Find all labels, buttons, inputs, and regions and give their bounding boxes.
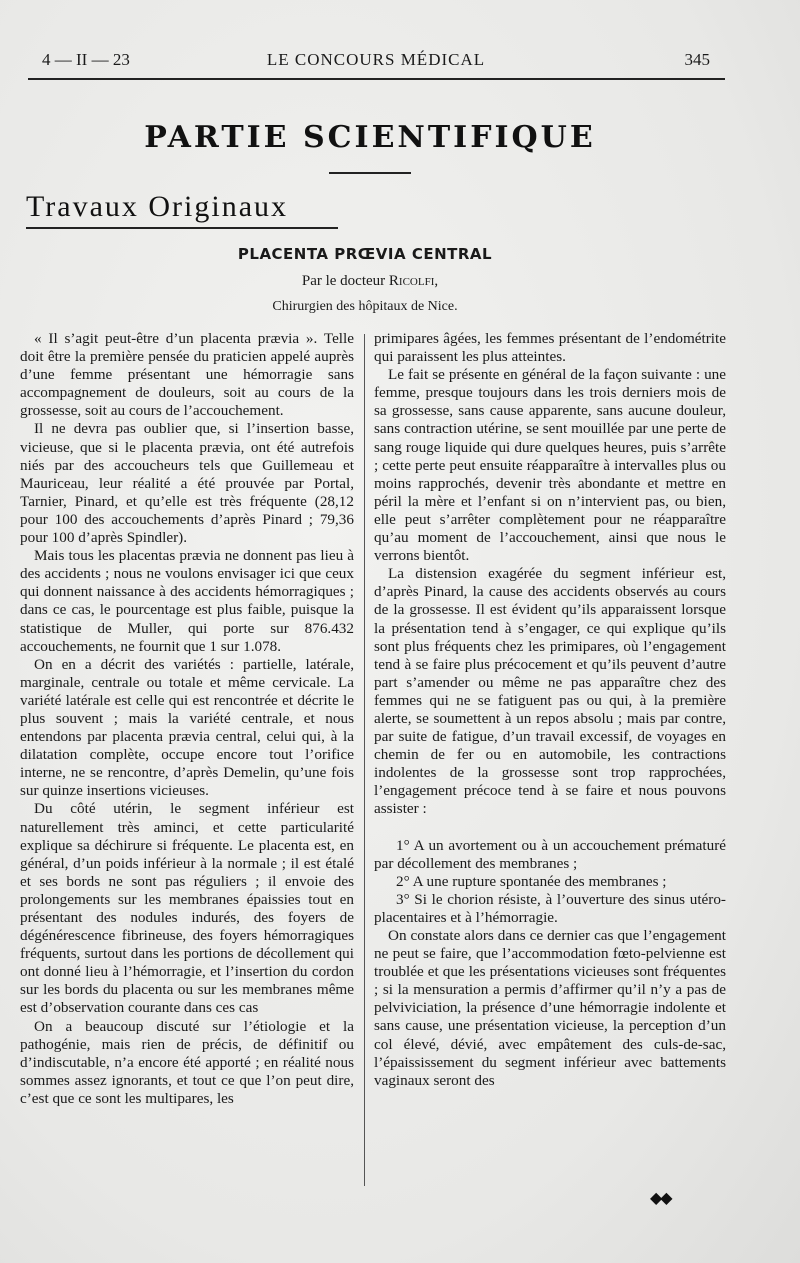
article-title: PLACENTA PRŒVIA CENTRAL (237, 245, 493, 263)
section-title-rule (329, 172, 411, 174)
list-item: 3° Si le chorion résiste, à l’ouverture des sinus utéro-placentaires et à l’hémorragie. (374, 890, 726, 926)
running-head (28, 50, 724, 76)
rubric-rule (26, 227, 338, 229)
section-title: PARTIE SCIENTIFIQUE (144, 120, 596, 155)
right-column (374, 330, 726, 1090)
rubric-heading: Travaux Originaux (26, 190, 289, 223)
end-ornament: ◆◆ (650, 1188, 671, 1207)
paragraph: On constate alors dans ce dernier cas que l’engagement ne peut se faire, que l’accommodation fœto-pelvienne est troublée et que les présentations vicieuses sont fréquentes ; si la mensuration a permis d’affirmer qu’il n’y a pas de pelviviciation, la présence d’une hémorragie indolente et sans cause, une présentation vicieuse, la perception d’un col élevé, dévié, avec empâtement des culs-de-sac, l’épaississement du segment inférieur avec battements vaginaux seront des (374, 927, 726, 1089)
page-number: 345 (684, 50, 710, 69)
paragraph: La distension exagérée du segment inférieur est, d’après Pinard, la cause des accidents observés au cours de la grossesse. Il est évident qu’ils apparaissent lorsque la présentation tend à s’engager, ce qui explique qu’ils sont plus fréquents chez les primipares, où l’engagement tend à se faire plus précocement et qu’ils peuvent d’autre part s’amender ou même ne pas apparaître chez des femmes qui ne se fatiguent pas ou qui, à la première alerte, se soumettent à un repos absolu ; mais par contre, par suite de fatigue, d’un travail excessif, de voyages en chemin de fer ou en automobile, les contractions indolentes de la grossesse sont trop rapprochées, l’engagement précoce tend à se faire et nous pouvons assister : (374, 565, 726, 818)
column-divider (364, 334, 365, 1186)
paragraph: « Il s’agit peut-être d’un placenta prævia ». Telle doit être la première pensée du praticien appelé auprès d’une femme présentant une hémorragie sans accompagnement de douleurs, soit au cours de la grossesse, soit au cours de l’accouchement. (20, 330, 354, 420)
list-item: 1° A un avortement ou à un accouchement prématuré par décollement des membranes ; (374, 836, 726, 872)
left-column (20, 330, 354, 1108)
byline-prefix: Par le docteur (301, 273, 386, 289)
paragraph: Du côté utérin, le segment inférieur est naturellement très aminci, et cette particularité explique sa déchirure si fréquente. Le placenta est, en général, d’un poids inférieur à la normale ; il est étalé et ses bords ne sont pas réguliers ; il envoie des prolongements sur les membranes épaissies tout en présentant des nodules indurés, des foyers de dégénérescence fibrineuse, des foyers hémorragiques fréquents, surtout dans les portions de décollement qui ont donné lieu à l’hémorragie, et l’insertion du cordon sur les bords du placenta ou sur les membranes même est d’observation courante dans ces cas (20, 800, 354, 1017)
byline (0, 273, 740, 290)
paragraph: Mais tous les placentas prævia ne donnent pas lieu à des accidents ; nous ne voulons envisager ici que ceux qui donnent naissance à des accidents hémorragiques ; dans ce cas, le pourcentage est plus faible, puisque la statistique de Muller, qui porte sur 876.432 accouchements, ne fournit que 1 sur 1.078. (20, 547, 354, 655)
list-item: 2° A une rupture spontanée des membranes ; (396, 872, 667, 890)
author-affiliation: Chirurgien des hôpitaux de Nice. (272, 299, 458, 314)
issue-date: 4 — II — 23 (42, 50, 130, 69)
header-rule (28, 78, 725, 80)
paragraph: primipares âgées, les femmes présentant de l’endométrite qui paraissent les plus atteintes. (374, 330, 726, 366)
author-name: Ricolfi, (388, 273, 439, 289)
journal-name: LE CONCOURS MÉDICAL (266, 50, 486, 69)
paragraph: Il ne devra pas oublier que, si l’insertion basse, vicieuse, que si le placenta prævia, ont été autrefois niés par des accoucheurs tels que Guillemeau et Mauriceau, leur réalité a été prouvée par Portal, Tarnier, Pinard, et qu’elle est très fréquente (28,12 pour 100 des accouchements d’après Pinard ; 79,36 pour 100 d’après Spindler). (20, 420, 354, 547)
paragraph: On a beaucoup discuté sur l’étiologie et la pathogénie, mais rien de précis, de définitif ou d’indiscutable, n’a encore été apporté ; en réalité nous sommes assez ignorants, et tout ce que l’on peut dire, c’est que ce sont les multipares, les (20, 1017, 354, 1107)
paragraph: On en a décrit des variétés : partielle, latérale, marginale, centrale ou totale et même cervicale. La variété latérale est celle qui est rencontrée et décrite le plus souvent ; mais la variété centrale, et nous entendons par placenta prævia central, celui qui, à la dilatation complète, occupe encore tout l’orifice interne, ne se rencontre, d’après Demelin, qu’une fois sur quinze insertions vicieuses. (20, 655, 354, 800)
paragraph: Le fait se présente en général de la façon suivante : une femme, presque toujours dans les trois derniers mois de sa grossesse, sans cause apparente, sans aucune douleur, sans contraction utérine, se sent mouillée par une perte de sang rouge liquide qui dure quelques heures, puis s’arrête ; cette perte peut ensuite réapparaître à intervalles plus ou moins rapprochés, devenir très abondante et mettre en péril la mère et l’enfant si on n’intervient pas, ou bien, elle peut s’arrêter complètement pour ne réapparaître qu’au moment de l’accouchement, ainsi que nous le verrons bientôt. (374, 366, 726, 565)
